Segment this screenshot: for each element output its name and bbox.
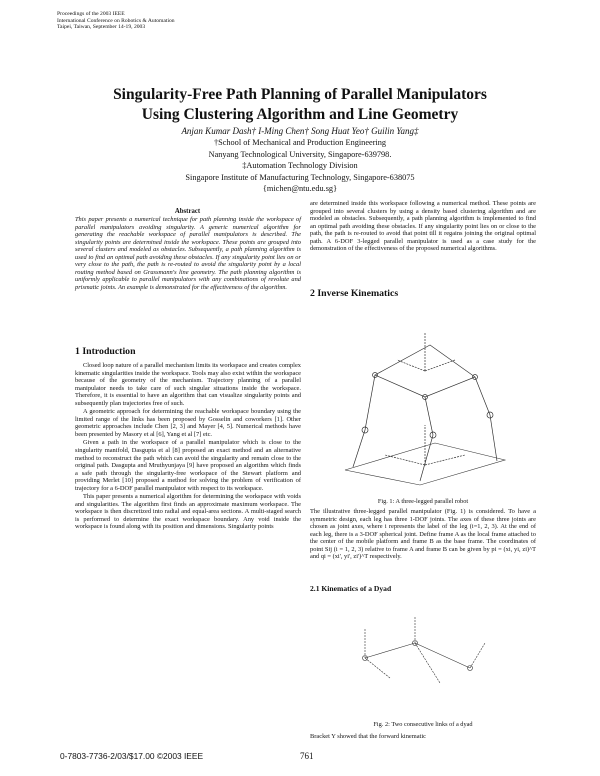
title-line: Singularity-Free Path Planning of Parallel Manipulators [113,86,487,103]
col2-intro: are determined inside this workspace following a numerical method. These points are grouped into several clusters by using a density based clustering algorithm and are modeled as obstacles. Subsequently, a path planning algorithm is implemented to find an optimal path avoiding these obstacles. If any singularity point lies on or close to the path, the path is re-routed to avoid that point till it regains joining the original optimal path. A 6-DOF 3-legged parallel manipulator is used as a case study for the demonstration of the effectiveness of the proposed numerical algorithms. [310,200,536,253]
section-2-1-heading: 2.1 Kinematics of a Dyad [310,584,392,593]
page-number: 761 [300,751,314,761]
col2-fig1-text: The illustrative three-legged parallel manipulator (Fig. 1) is considered. To have a symmetric design, each leg has three 1-DOF joints. The axes of these three joints are chosen as joint axes, where i represents the label of the leg (i=1, 2, 3). At the end of each leg, there is a 3-DOF spherical joint. Define frame A as the local frame attached to the center of the mobile platform and frame B as the base frame. The coordinates of point Sij (i = 1, 2, 3) relative to frame A and frame B can be given by pi = (xi, yi, zi)^T and qi = (xi', yi', zi')^T respectively. [310,508,536,561]
title-line: Using Clustering Algorithm and Line Geometry [141,106,459,123]
section-1-body [75,362,301,742]
abstract-heading: Abstract [174,208,201,215]
abstract-text: This paper presents a numerical technique for path planning inside the workspace of parallel manipulators avoiding singularity. A generic numerical algorithm for generating the reachable workspace of parallel manipulators is described. The singularity points are determined inside the workspace. These points are grouped into several clusters and modeled as obstacles. Subsequently, a path planning algorithm is used to find an optimal path avoiding these obstacles. If any singularity point lies on or very close to the path, the path is re-routed to avoid the singularity point by a local routing method based on Grassmann's line geometry. The path planning algorithm is uniformly applicable to parallel manipulators with any combinations of revolute and prismatic joints. An example is demonstrated for the effectiveness of the algorithm. [75,216,301,291]
affiliation-line: Nanyang Technological University, Singapore-639798. [208,149,392,159]
proceedings-line: Proceedings of the 2003 IEEE [57,11,125,17]
paragraph: This paper presents a numerical algorithm for determining the workspace with voids and singularities. The algorithm first finds an approximate maximum workspace. The workspace is then discretized into radial and equal-area sections. A multi-staged search is performed to determine the exact workspace boundary. Any void inside the workspace is found along with its position and dimensions. Singularity points [75,493,301,531]
section-2-heading: 2 Inverse Kinematics [310,288,399,299]
proceedings-line: Taipei, Taiwan, September 14-19, 2003 [57,24,146,31]
figure-2-dyad [345,598,505,718]
proceedings-header [57,11,175,31]
paragraph: A geometric approach for determining the reachable workspace boundary using the limited range of the links has been proposed by Gosselin and coworkers [1]. Other geometric approaches include Chen [2, 3] and Mayer [4, 5]. Numerical methods have been presented by Masory et al [6], Yang et al [7] etc. [75,408,301,438]
paragraph: Given a path in the workspace of a parallel manipulator which is close to the singularity manifold, Dasgupta et al [8] proposed an exact method and an alternative method to reconstruct the path which can avoid the singularity and remain close to the original path. Dasgupta and Mruthyunjaya [9] have proposed an algorithm which finds a safe path through the singularity-free workspace of the Stewart platform and providing Merlet [10] proposed a method for solving the problem of verification of trajectory for a 6-DOF parallel manipulator with respect to its workspace. [75,439,301,492]
footer-isbn: 0-7803-7736-2/03/$17.00 ©2003 IEEE [60,751,204,761]
affiliations [40,137,560,195]
paper-title [40,85,560,125]
affiliation-line: ‡Automation Technology Division [242,161,358,171]
figure-1-caption: Fig. 1: A three-legged parallel robot [377,498,469,505]
affiliation-email: {michen@ntu.edu.sg} [262,184,338,194]
col2-final-line: Bracket Y showed that the forward kinematic [310,733,426,740]
section-1-heading: 1 Introduction [75,346,136,357]
paragraph: Closed loop nature of a parallel mechanism limits its workspace and creates complex kinematic singularities inside the workspace. Tools may also exist within the workspace because of the geometry of the mechanism. Trajectory planning of a parallel manipulator needs to take care of such singular situations inside the workspace. Therefore, it is essential to have an algorithm that can visualize singularity points and subsequently plan trajectories free of such. [75,362,301,407]
affiliation-line: †School of Mechanical and Production Engineering [213,138,387,147]
figure-1-parallel-robot [315,305,530,495]
figure-2-caption: Fig. 2: Two consecutive links of a dyad [373,721,473,728]
affiliation-line: Singapore Institute of Manufacturing Technology, Singapore-638075 [185,172,415,182]
authors: Anjan Kumar Dash† I-Ming Chen† Song Huat Yeo† Guilin Yang‡ [181,126,419,136]
proceedings-line: International Conference on Robotics & Automation [57,17,175,24]
